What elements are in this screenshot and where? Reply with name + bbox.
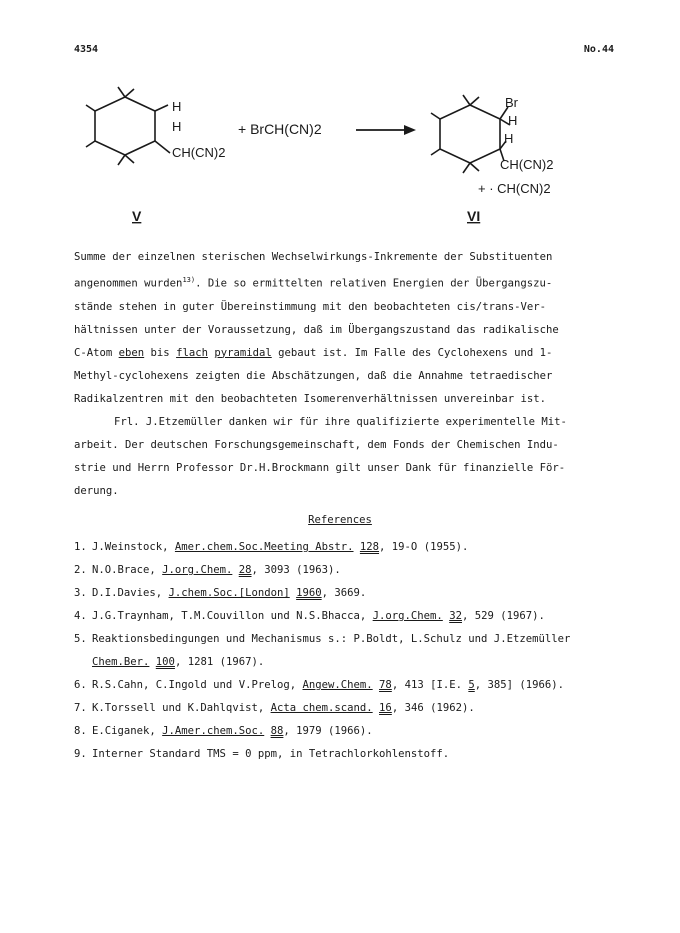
- reaction-scheme: [0, 85, 680, 235]
- body-text-fragment: gebaut ist. Im Falle des Cyclohexens und 1-: [271, 346, 553, 359]
- product-substituent-ch-cn2: CH(CN)2: [500, 157, 554, 172]
- acknowledgement-line: arbeit. Der deutschen Forschungsgemeinschaft, dem Fonds der Chemischen Indu-: [74, 438, 559, 451]
- reference-journal: Acta chem.scand.: [270, 702, 373, 714]
- body-text-fragment: . Die so ermittelten relativen Energien der Übergangszu-: [195, 277, 553, 290]
- footnote-ref: 13): [182, 276, 196, 284]
- compound-label-vi: VI: [467, 208, 481, 224]
- reference-authors: N.O.Brace,: [92, 564, 163, 576]
- body-line: hältnissen unter der Voraussetzung, daß im Übergangszustand das radikalische: [74, 323, 559, 336]
- reference-item: [74, 697, 634, 720]
- reference-pages: , 385] (1966).: [474, 679, 565, 691]
- reference-item: [74, 720, 634, 743]
- reference-pages: , 1979 (1966).: [283, 725, 373, 737]
- product-ring: [431, 95, 510, 173]
- reference-number: 4.: [74, 610, 87, 622]
- reference-journal: J.Amer.chem.Soc.: [162, 725, 265, 737]
- reaction-arrow: [356, 125, 416, 135]
- references-list: [74, 536, 634, 766]
- reference-item: [74, 536, 634, 559]
- reagent-label: + BrCH(CN)2: [238, 121, 322, 137]
- product-substituent-br: Br: [505, 95, 518, 110]
- journal-number: No.44: [583, 44, 614, 55]
- reference-volume: 78: [379, 679, 392, 691]
- reference-item: [74, 605, 634, 628]
- reference-volume: 28: [238, 564, 252, 576]
- reference-number: 9.: [74, 748, 87, 760]
- reference-text: Reaktionsbedingungen und Mechanismus s.: P.Boldt, L.Schulz und J.Etzemüller: [92, 633, 571, 645]
- reference-item: [74, 743, 634, 766]
- reference-volume: 16: [379, 702, 392, 714]
- reference-item: [74, 674, 634, 697]
- reference-authors: E.Ciganek,: [92, 725, 163, 737]
- reference-journal: Amer.chem.Soc.Meeting Abstr.: [174, 541, 354, 553]
- reference-volume: 5: [468, 679, 475, 691]
- emphasis: pyramidal: [214, 346, 272, 359]
- reference-volume: 88: [270, 725, 284, 737]
- reference-journal: J.org.Chem.: [372, 610, 443, 622]
- reactant-substituent-h2: H: [172, 119, 182, 134]
- reference-pages: , 346 (1962).: [391, 702, 475, 714]
- emphasis: eben: [118, 346, 145, 359]
- reference-pages: , 3093 (1963).: [251, 564, 341, 576]
- body-line: Methyl-cyclohexens zeigten die Abschätzungen, daß die Annahme tetraedischer: [74, 369, 553, 382]
- body-line: Radikalzentren mit den beobachteten Isomerenverhältnissen unvereinbar ist.: [74, 392, 546, 405]
- body-paragraphs: [74, 246, 614, 503]
- reference-number: 7.: [74, 702, 87, 714]
- reference-authors: D.I.Davies,: [92, 587, 169, 599]
- body-line: stände stehen in guter Übereinstimmung mit den beobachteten cis/trans-Ver-: [74, 300, 546, 313]
- reference-volume: 128: [359, 541, 380, 553]
- references-heading: [0, 514, 680, 526]
- reference-item-continuation: [74, 651, 634, 674]
- reference-pages: , 19-O (1955).: [379, 541, 469, 553]
- reference-text: Interner Standard TMS = 0 ppm, in Tetrachlorkohlenstoff.: [92, 748, 450, 760]
- reference-authors: K.Torssell und K.Dahlqvist,: [92, 702, 271, 714]
- reference-item: [74, 559, 634, 582]
- acknowledgement-line: derung.: [74, 484, 119, 497]
- reference-item: [74, 628, 634, 651]
- reference-number: 8.: [74, 725, 87, 737]
- reference-pages: , 3669.: [321, 587, 367, 599]
- reference-authors: J.Weinstock,: [92, 541, 175, 553]
- references-title: References: [308, 514, 372, 526]
- reference-journal: Chem.Ber.: [92, 656, 150, 668]
- reference-volume: 32: [449, 610, 462, 622]
- reference-journal: Angew.Chem.: [302, 679, 373, 691]
- body-line: [74, 269, 614, 296]
- reference-pages: , 1281 (1967).: [174, 656, 265, 668]
- body-text-fragment: C-Atom: [74, 346, 119, 359]
- reference-number: 5.: [74, 633, 87, 645]
- reference-volume: 1960: [296, 587, 322, 599]
- compound-label-v: V: [132, 208, 142, 224]
- product-substituent-h1: H: [508, 113, 518, 128]
- reference-number: 1.: [74, 541, 87, 553]
- acknowledgement-line: Frl. J.Etzemüller danken wir für ihre qualifizierte experimentelle Mit-: [114, 415, 567, 428]
- page-number: 4354: [74, 44, 99, 55]
- reference-volume: 100: [155, 656, 175, 668]
- reference-item: [74, 582, 634, 605]
- reference-pages: , 413 [I.E.: [391, 679, 469, 691]
- body-line: Summe der einzelnen sterischen Wechselwirkungs-Inkremente der Substituenten: [74, 251, 553, 263]
- reference-authors: R.S.Cahn, C.Ingold und V.Prelog,: [92, 679, 303, 691]
- body-text-fragment: bis: [144, 346, 177, 359]
- reactant-substituent-h1: H: [172, 99, 182, 114]
- reference-number: 2.: [74, 564, 87, 576]
- emphasis: flach: [176, 346, 208, 359]
- reactant-substituent-ch-cn2: CH(CN)2: [172, 145, 226, 160]
- body-text-fragment: angenommen wurden: [74, 277, 183, 290]
- product-substituent-h2: H: [504, 131, 514, 146]
- byproduct-label: + · CH(CN)2: [478, 181, 551, 196]
- body-line: [74, 342, 614, 365]
- reference-pages: , 529 (1967).: [461, 610, 545, 622]
- reference-number: 3.: [74, 587, 87, 599]
- acknowledgement-line: strie und Herrn Professor Dr.H.Brockmann gilt unser Dank für finanzielle För-: [74, 461, 566, 474]
- reference-authors: J.G.Traynham, T.M.Couvillon und N.S.Bhacca,: [92, 610, 373, 622]
- reference-journal: J.org.Chem.: [162, 564, 233, 576]
- reference-journal: J.chem.Soc.[London]: [168, 587, 290, 599]
- reactant-ring: [86, 87, 170, 165]
- reference-number: 6.: [74, 679, 87, 691]
